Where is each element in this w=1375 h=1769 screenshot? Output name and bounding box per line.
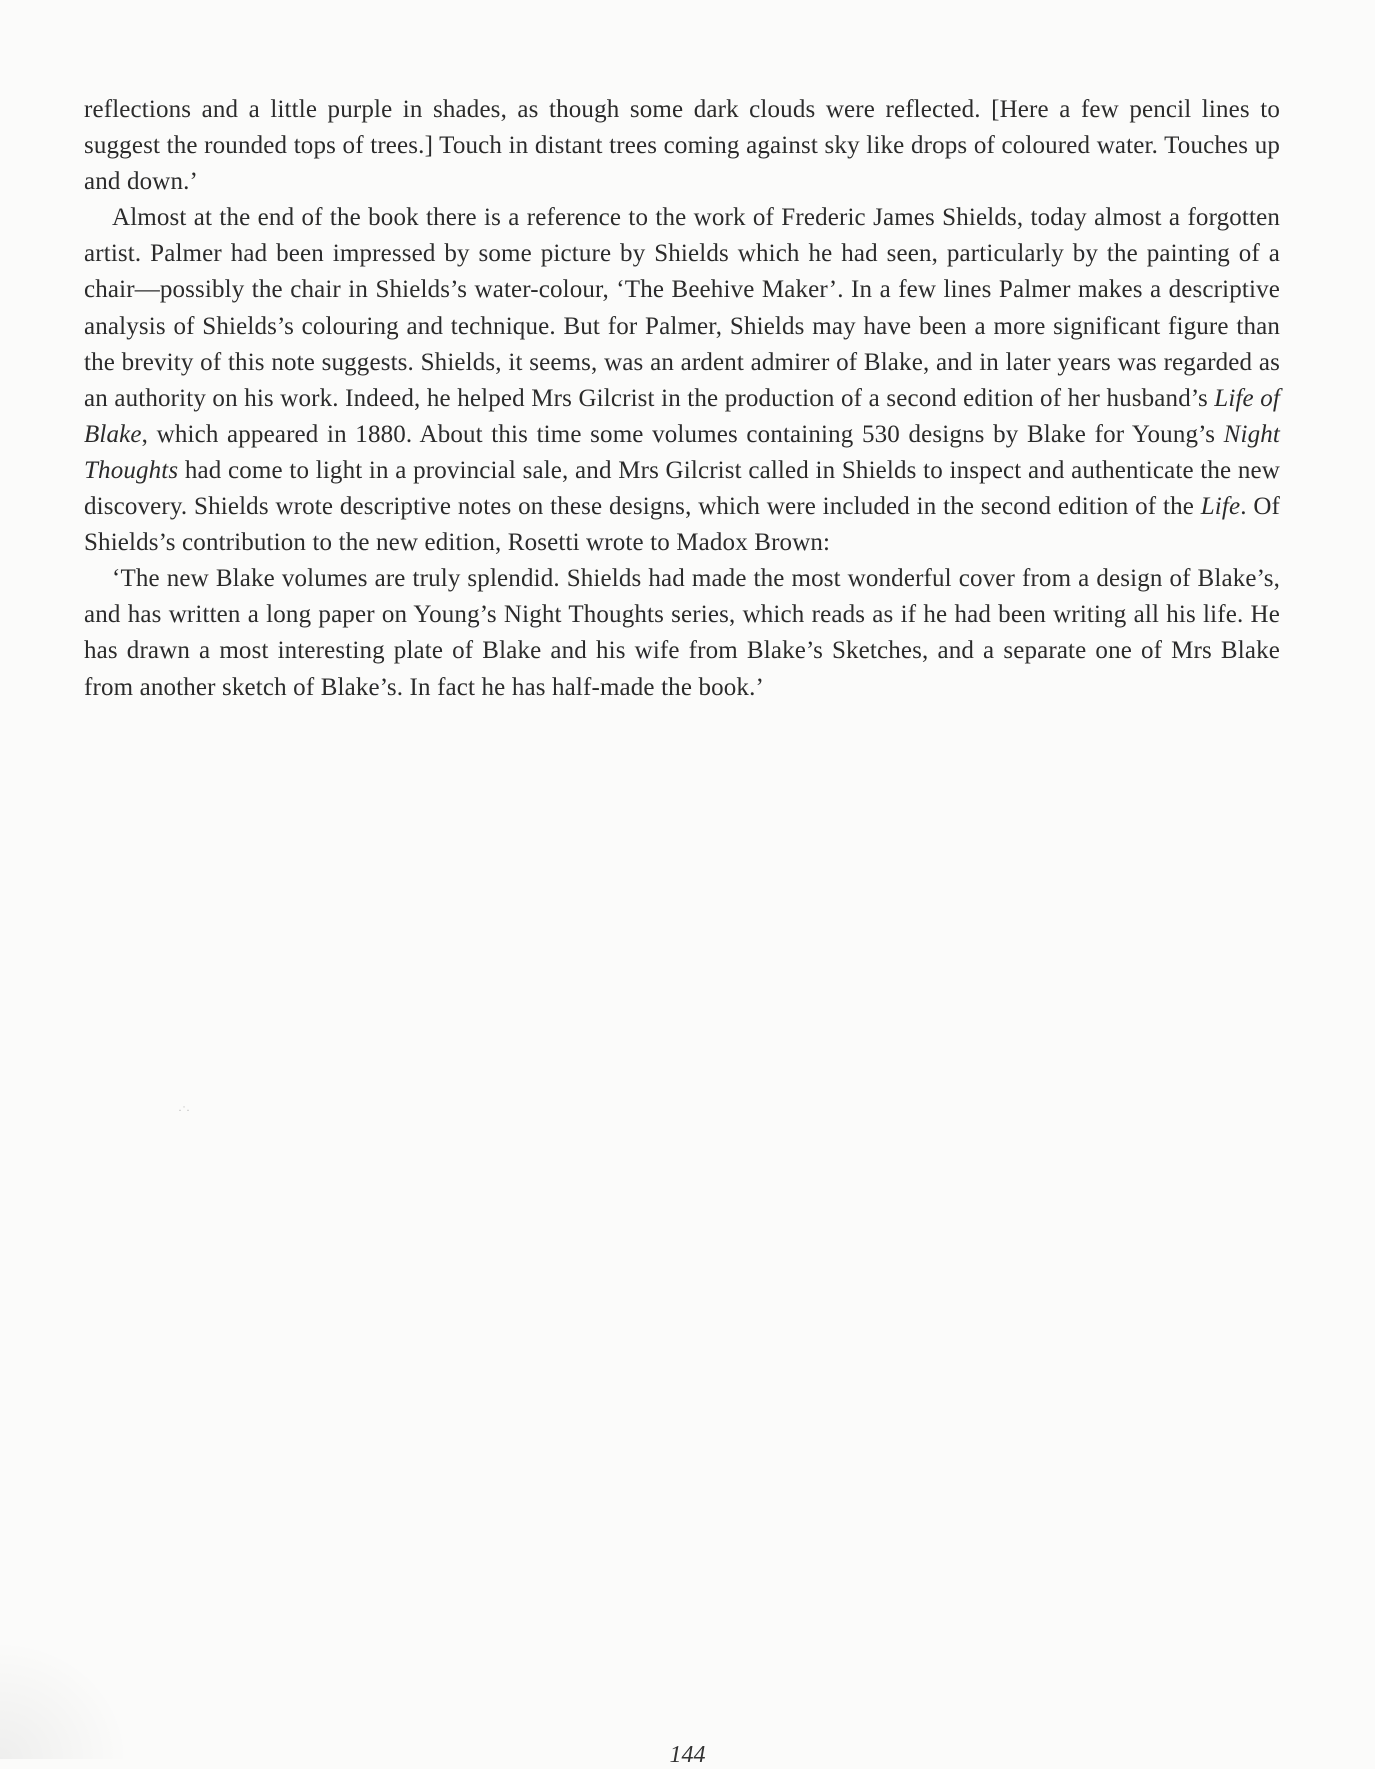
page-shadow bbox=[0, 1639, 130, 1759]
paragraph bbox=[84, 561, 1280, 705]
italic-title-text: Life of Blake bbox=[84, 384, 1280, 448]
paragraph bbox=[84, 200, 1280, 561]
paragraph-text: , which appeared in 1880. About this time some volumes containing 530 designs by Blake for Young’s bbox=[141, 420, 1224, 448]
paragraph-text: ‘The new Blake volumes are truly splendid. Shields had made the most wonderful cover from a design of Blake’s, and has written a long paper on Young’s Night Thoughts series, which reads as if he had been writing all his life. He has drawn a most interesting plate of Blake and his wife from Blake’s Sketches, and a separate one of Mrs Blake from another sketch of Blake’s. In fact he has half-made the book.’ bbox=[84, 565, 1280, 701]
italic-title-text: Life bbox=[1200, 493, 1241, 521]
italic-title-text: Night Thoughts bbox=[84, 420, 1280, 484]
paragraph-text: had come to light in a provincial sale, and Mrs Gilcrist called in Shields to inspect and authenticate the new discovery. Shields wrote descriptive notes on these designs, which were included in the second edition of the bbox=[84, 456, 1280, 521]
body-text bbox=[84, 92, 1280, 706]
paragraph-text: reflections and a little purple in shades, as though some dark clouds were reflected. [Here a few pencil lines to suggest the rounded tops of trees.] Touch in distant trees coming against sky like drops of coloured water. Touches up and down.’ bbox=[84, 96, 1280, 196]
paragraph-text: Almost at the end of the book there is a reference to the work of Frederic James Shields, today almost a forgotten artist. Palmer had been impressed by some picture by Shields which he had seen, particularly by the painting of a chair—possibly the chair in Shields’s water-colour, ‘The Beehive Maker’. In a few lines Palmer makes a descriptive analysis of Shields’s colouring and technique. But for Palmer, Shields may have been a more significant figure than the brevity of this note suggests. Shields, it seems, was an ardent admirer of Blake, and in later years was regarded as an authority on his work. Indeed, he helped Mrs Gilcrist in the production of a second edition of her husband’s bbox=[84, 204, 1280, 412]
page-number: 144 bbox=[669, 1742, 706, 1768]
paragraph-text: . Of Shields’s contribution to the new edition, Rosetti wrote to Madox Brown: bbox=[84, 493, 1281, 557]
print-speck: ·˙· bbox=[178, 1103, 190, 1117]
paragraph bbox=[84, 92, 1280, 200]
